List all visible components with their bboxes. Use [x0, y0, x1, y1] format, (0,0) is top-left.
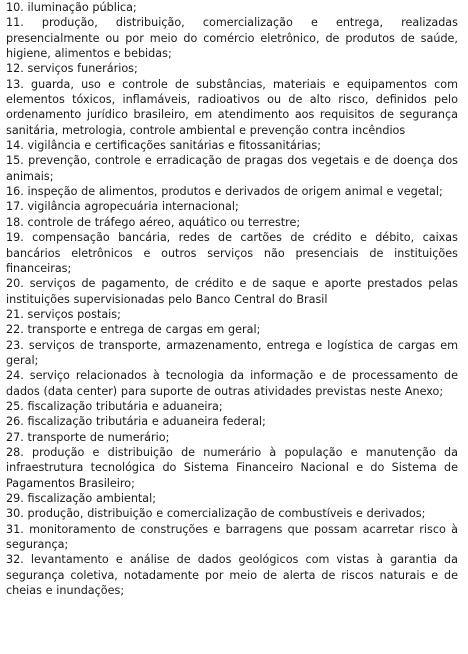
list-item-17: 17. vigilância agropecuária internacional; [6, 200, 239, 214]
list-item-32: 32. levantamento e análise de dados geológicos com vistas à garantia da segurança coletiva, notadamente por meio de alerta de riscos naturais e de cheias e inundações; [6, 553, 458, 598]
list-item-30: 30. produção, distribuição e comercialização de combustíveis e derivados; [6, 507, 426, 521]
list-item-26: 26. fiscalização tributária e aduaneira federal; [6, 415, 266, 429]
list-item-25: 25. fiscalização tributária e aduaneira; [6, 399, 223, 413]
list-item-21: 21. serviços postais; [6, 307, 121, 321]
list-item-24: 24. serviço relacionados à tecnologia da informação e de processamento de dados (data center) para suporte de outras atividades previstas neste Anexo; [6, 369, 458, 398]
list-item-23: 23. serviços de transporte, armazenamento, entrega e logística de cargas em geral; [6, 338, 458, 367]
list-item-10: 10. iluminação pública; [6, 1, 137, 14]
list-item-22: 22. transporte e entrega de cargas em geral; [6, 323, 261, 337]
list-item-19: 19. compensação bancária, redes de cartões de crédito e débito, caixas bancários eletrônicos e outros serviços não presenciais de instituições financeiras; [6, 231, 458, 275]
list-item-31: 31. monitoramento de construções e barragens que possam acarretar risco à segurança; [6, 522, 458, 552]
list-item-27: 27. transporte de numerário; [6, 430, 170, 444]
list-item-13: 13. guarda, uso e controle de substâncias, materiais e equipamentos com elementos tóxicos, inflamáveis, radioativos ou de alto risco, definidos pelo ordenamento jurídico brasileiro, em atendimento aos requisitos de segurança sanitária, metrologia, controle ambiental e prevenção contra incêndios [6, 77, 458, 137]
list-item-18: 18. controle de tráfego aéreo, aquático ou terrestre; [6, 215, 301, 229]
list-item-20: 20. serviços de pagamento, de crédito e de saque e aporte prestados pelas instituições supervisionadas pelo Banco Central do Brasil [6, 277, 458, 306]
list-item-16: 16. inspeção de alimentos, produtos e derivados de origem animal e vegetal; [6, 185, 443, 199]
list-item-15: 15. prevenção, controle e erradicação de pragas dos vegetais e de doença dos animais; [6, 154, 458, 183]
list-item-29: 29. fiscalização ambiental; [6, 492, 157, 505]
list-item-11: 11. produção, distribuição, comercialização e entrega, realizadas presencialmente ou por meio do comércio eletrônico, de produtos de saúde, higiene, alimentos e bebidas; [6, 16, 458, 61]
list-item-14: 14. vigilância e certificações sanitárias e fitossanitárias; [6, 139, 322, 153]
list-item-12: 12. serviços funerários; [6, 62, 138, 76]
list-item-28: 28. produção e distribuição de numerário à população e manutenção da infraestrutura tecnológica do Sistema Financeiro Nacional e do Sistema de Pagamentos Brasileiro; [6, 445, 458, 490]
document-page [6, 0, 458, 598]
